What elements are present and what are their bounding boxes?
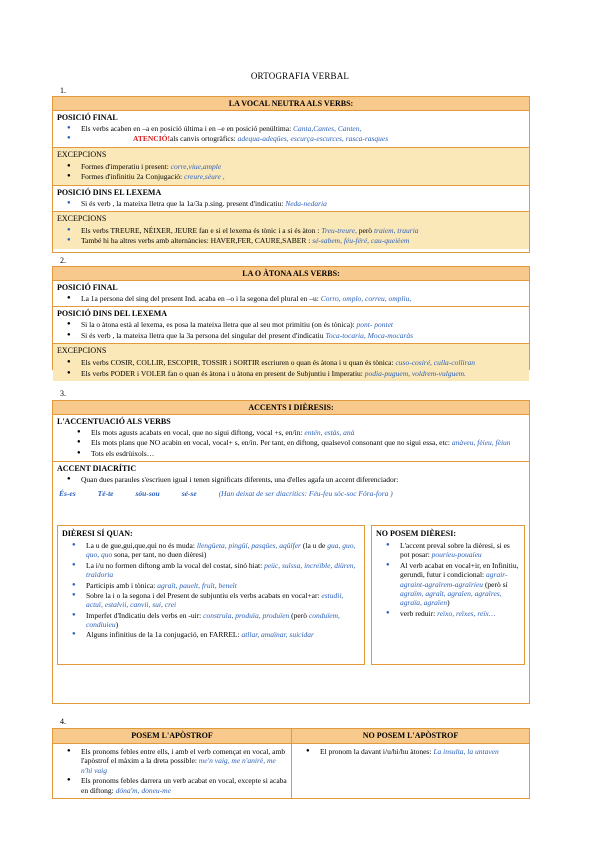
atencio-line: ● ATENCIÓ!als canvis ortogràfics: adequa-adeqües, escurça-escurces, rasca-rasques bbox=[73, 134, 525, 143]
list-item: ● Si és verb , la mateixa lletra que la 3a persona del singular del present d'indicatiu Toca-tocaria, Moca-mocaràs bbox=[73, 331, 525, 340]
list-item: ● Alguns infinitius de la 1a conjugació, en FARREL: atllar, amaïnar, suicidar bbox=[78, 630, 358, 639]
list-item: ● Participis amb i tònica: agraït, pauelt, fruït, beneït bbox=[78, 581, 358, 590]
list-item: ● Si la o àtona està al lexema, es posa la mateixa lletra que al seu mot primitiu (on és tònica): pont- pontet bbox=[73, 320, 525, 329]
posicio-final-label: POSICIÓ FINAL bbox=[57, 283, 118, 292]
list-item: ● La u de gue,gui,que,qui no és muda: llengüeta, pingüí, pasqües, aqüífer (la u de gua, guo, quo, quo sona, per tant, no duen dièresi) bbox=[78, 541, 358, 560]
diacritic-pair: sóu-sou bbox=[135, 488, 160, 498]
list-item: ● Tots els esdrùixols… bbox=[83, 449, 525, 458]
section-1-box bbox=[52, 96, 530, 253]
table-header-row bbox=[53, 729, 529, 744]
list-item: ● verb reduir: reïxo, reïxes, reïx… bbox=[392, 609, 520, 618]
section-3-header: ACCENTS I DIÈRESIS: bbox=[53, 401, 529, 415]
list-item: ● Imperfet d'Indicatiu dels verbs en -uir: construïa, produïa, produïen (però conduïem, condiuieu) bbox=[78, 611, 358, 630]
col-header-posem: POSEM L'APÒSTROF bbox=[53, 729, 292, 743]
col-header-no-posem: NO POSEM L'APÒSTROF bbox=[362, 731, 459, 740]
no-dieresi-box bbox=[371, 525, 525, 665]
section-3-box bbox=[52, 400, 530, 704]
list-item: ● Els mots plans que NO acabin en vocal, vocal+ s, en/in. Per tant, en diftong, qualsevol consonant que no sigui essa, etc: anàveu, fèieu, fèiun bbox=[83, 438, 525, 447]
posicio-final-label: POSICIÓ FINAL bbox=[57, 113, 118, 122]
list-item: ● Els verbs PODER i VOLER fan o quan és àtona i u àtona en present de Subjuntiu i Imperatiu: podia-puguem, voldrem-vulguem. bbox=[73, 369, 525, 378]
diacritic-pair: És-es bbox=[59, 488, 76, 498]
list-item: ● Els pronoms febles entre ells, i amb el verb començat en vocal, amb l'apòstrof el màxim a la dreta possible: me'n vaig, me n'anirè, me n'hi vaig bbox=[73, 747, 287, 775]
table-row bbox=[53, 744, 529, 798]
section-4-number: 4. bbox=[60, 717, 66, 726]
diacritic-pairs bbox=[53, 488, 529, 501]
list-item: ● Al verb acabat en vocal+ir, en Infinitiu, gerundi, futur i condicional: agrair-agraint-agraïrem-agraïríeu (però sí agraïm, agraït, agraïen, agraïres, agraïa, agraïen) bbox=[392, 561, 520, 608]
accentuacio-label: L'ACCENTUACIÓ ALS VERBS bbox=[57, 417, 171, 426]
section-1-header: LA VOCAL NEUTRA ALS VERBS: bbox=[53, 97, 529, 111]
list-item: ● Si és verb , la mateixa lletra que la 1a/3a p.sing. present d'indicatiu: Neda-nedaria bbox=[73, 199, 525, 208]
list-item: ● Els verbs COSIR, COLLIR, ESCOPIR, TOSSIR i SORTIR escriuren o quan és àtona i u quan és tònica: cuso-cosiré, culla-colliran bbox=[73, 358, 525, 367]
list-item: ● Formes d'infinitiu 2a Conjugació: creure,sèure , bbox=[73, 172, 525, 181]
section-2-box bbox=[52, 266, 530, 378]
list-item: ● El pronom la davant i/u/hi/hu àtones: La insulta, la untaven bbox=[312, 747, 525, 756]
excepcions-label: EXCEPCIONS bbox=[57, 149, 107, 159]
list-item: ● També hi ha altres verbs amb alternàncies: HAVER,FER, CAURE,SABER : sé-sabem, féu-féré, cau-queièem bbox=[73, 236, 525, 245]
excepcions-label: EXCEPCIONS bbox=[57, 213, 107, 223]
list-item: ● La 1a persona del sing del present Ind. acaba en –o i la segona del plural en –u: Corro, omplo, correu, ompliu, bbox=[73, 294, 525, 303]
dieresi-label: DIÈRESI SÍ QUAN: bbox=[62, 529, 133, 538]
excepcions-1 bbox=[53, 147, 529, 185]
list-item: ● Els mots agusts acabats en vocal, que no sigui diftong, vocal +s, en/in: entén, estàs, anà bbox=[83, 428, 525, 437]
dieresi-box bbox=[57, 525, 365, 665]
list-item: ● Els verbs TREURE, NÉIXER, JEURE fan e si el lexema és tònic i a si és àton : Treu-treure, però traiem, trauria bbox=[73, 226, 525, 235]
diacritic-label: ACCENT DIACRÍTIC bbox=[53, 461, 529, 474]
page-title: ORTOGRAFIA VERBAL bbox=[250, 71, 350, 81]
list-item: ● Els verbs acaben en –a en posició última i en –e en posició penúltima: Canta,Cantes, Canten, bbox=[73, 124, 525, 133]
list-item: ● La i/u no formen diftong amb la vocal del costat, sinó hiat: peüc, suïssa, increïble, diüren, traïdoria bbox=[78, 561, 358, 580]
table-cell bbox=[292, 744, 529, 798]
list-item: ● Els pronoms febles darrera un verb acabat en vocal, excepte si acaba en diftong: dóna'm, doneu-me bbox=[73, 776, 287, 795]
excepcions-2 bbox=[53, 211, 529, 249]
list-item: ● Quan dues paraules s'escriuen igual i tenen significats diferents, una d'elles agafa un accent diferenciador: bbox=[73, 475, 525, 484]
excepcions-3 bbox=[53, 343, 529, 381]
list-item: ● L'accent preval sobre la dièresi, si es pot posar: pouríeu-pouaíeu bbox=[392, 541, 520, 560]
section-2-number: 2. bbox=[60, 256, 66, 265]
lexema-label: POSICIÓ DINS DEL LEXEMA bbox=[53, 306, 529, 319]
section-1-number: 1. bbox=[60, 86, 66, 95]
section-3-number: 3. bbox=[60, 389, 66, 398]
apostrof-table bbox=[52, 728, 530, 799]
atencio-label: ATENCIÓ! bbox=[133, 134, 170, 144]
list-item: ● Formes d'imperatiu i present: corre,viue,ample bbox=[73, 162, 525, 171]
diacritic-pair: Té-te bbox=[97, 488, 114, 498]
diacritic-pair: sé-se bbox=[181, 488, 197, 498]
no-dieresi-label: NO POSEM DIÈRESI: bbox=[376, 529, 457, 538]
excepcions-label: EXCEPCIONS bbox=[57, 346, 107, 356]
list-item: ● Sobre la i o la segona i del Present de subjuntiu els verbs acabats en vocal+ar: estudii, actuï, estalvii, canvii, sui, crei bbox=[78, 591, 358, 610]
lexema-label: POSICIÓ DINS EL LEXEMA bbox=[53, 185, 529, 198]
posicio-final-list bbox=[53, 124, 529, 147]
diacritic-note: (Han deixat de ser diacrítics: Féu-feu sóc-soc Fóra-fora ) bbox=[218, 488, 393, 498]
section-2-header: LA O ÀTONA ALS VERBS: bbox=[53, 267, 529, 281]
table-cell bbox=[53, 744, 292, 798]
